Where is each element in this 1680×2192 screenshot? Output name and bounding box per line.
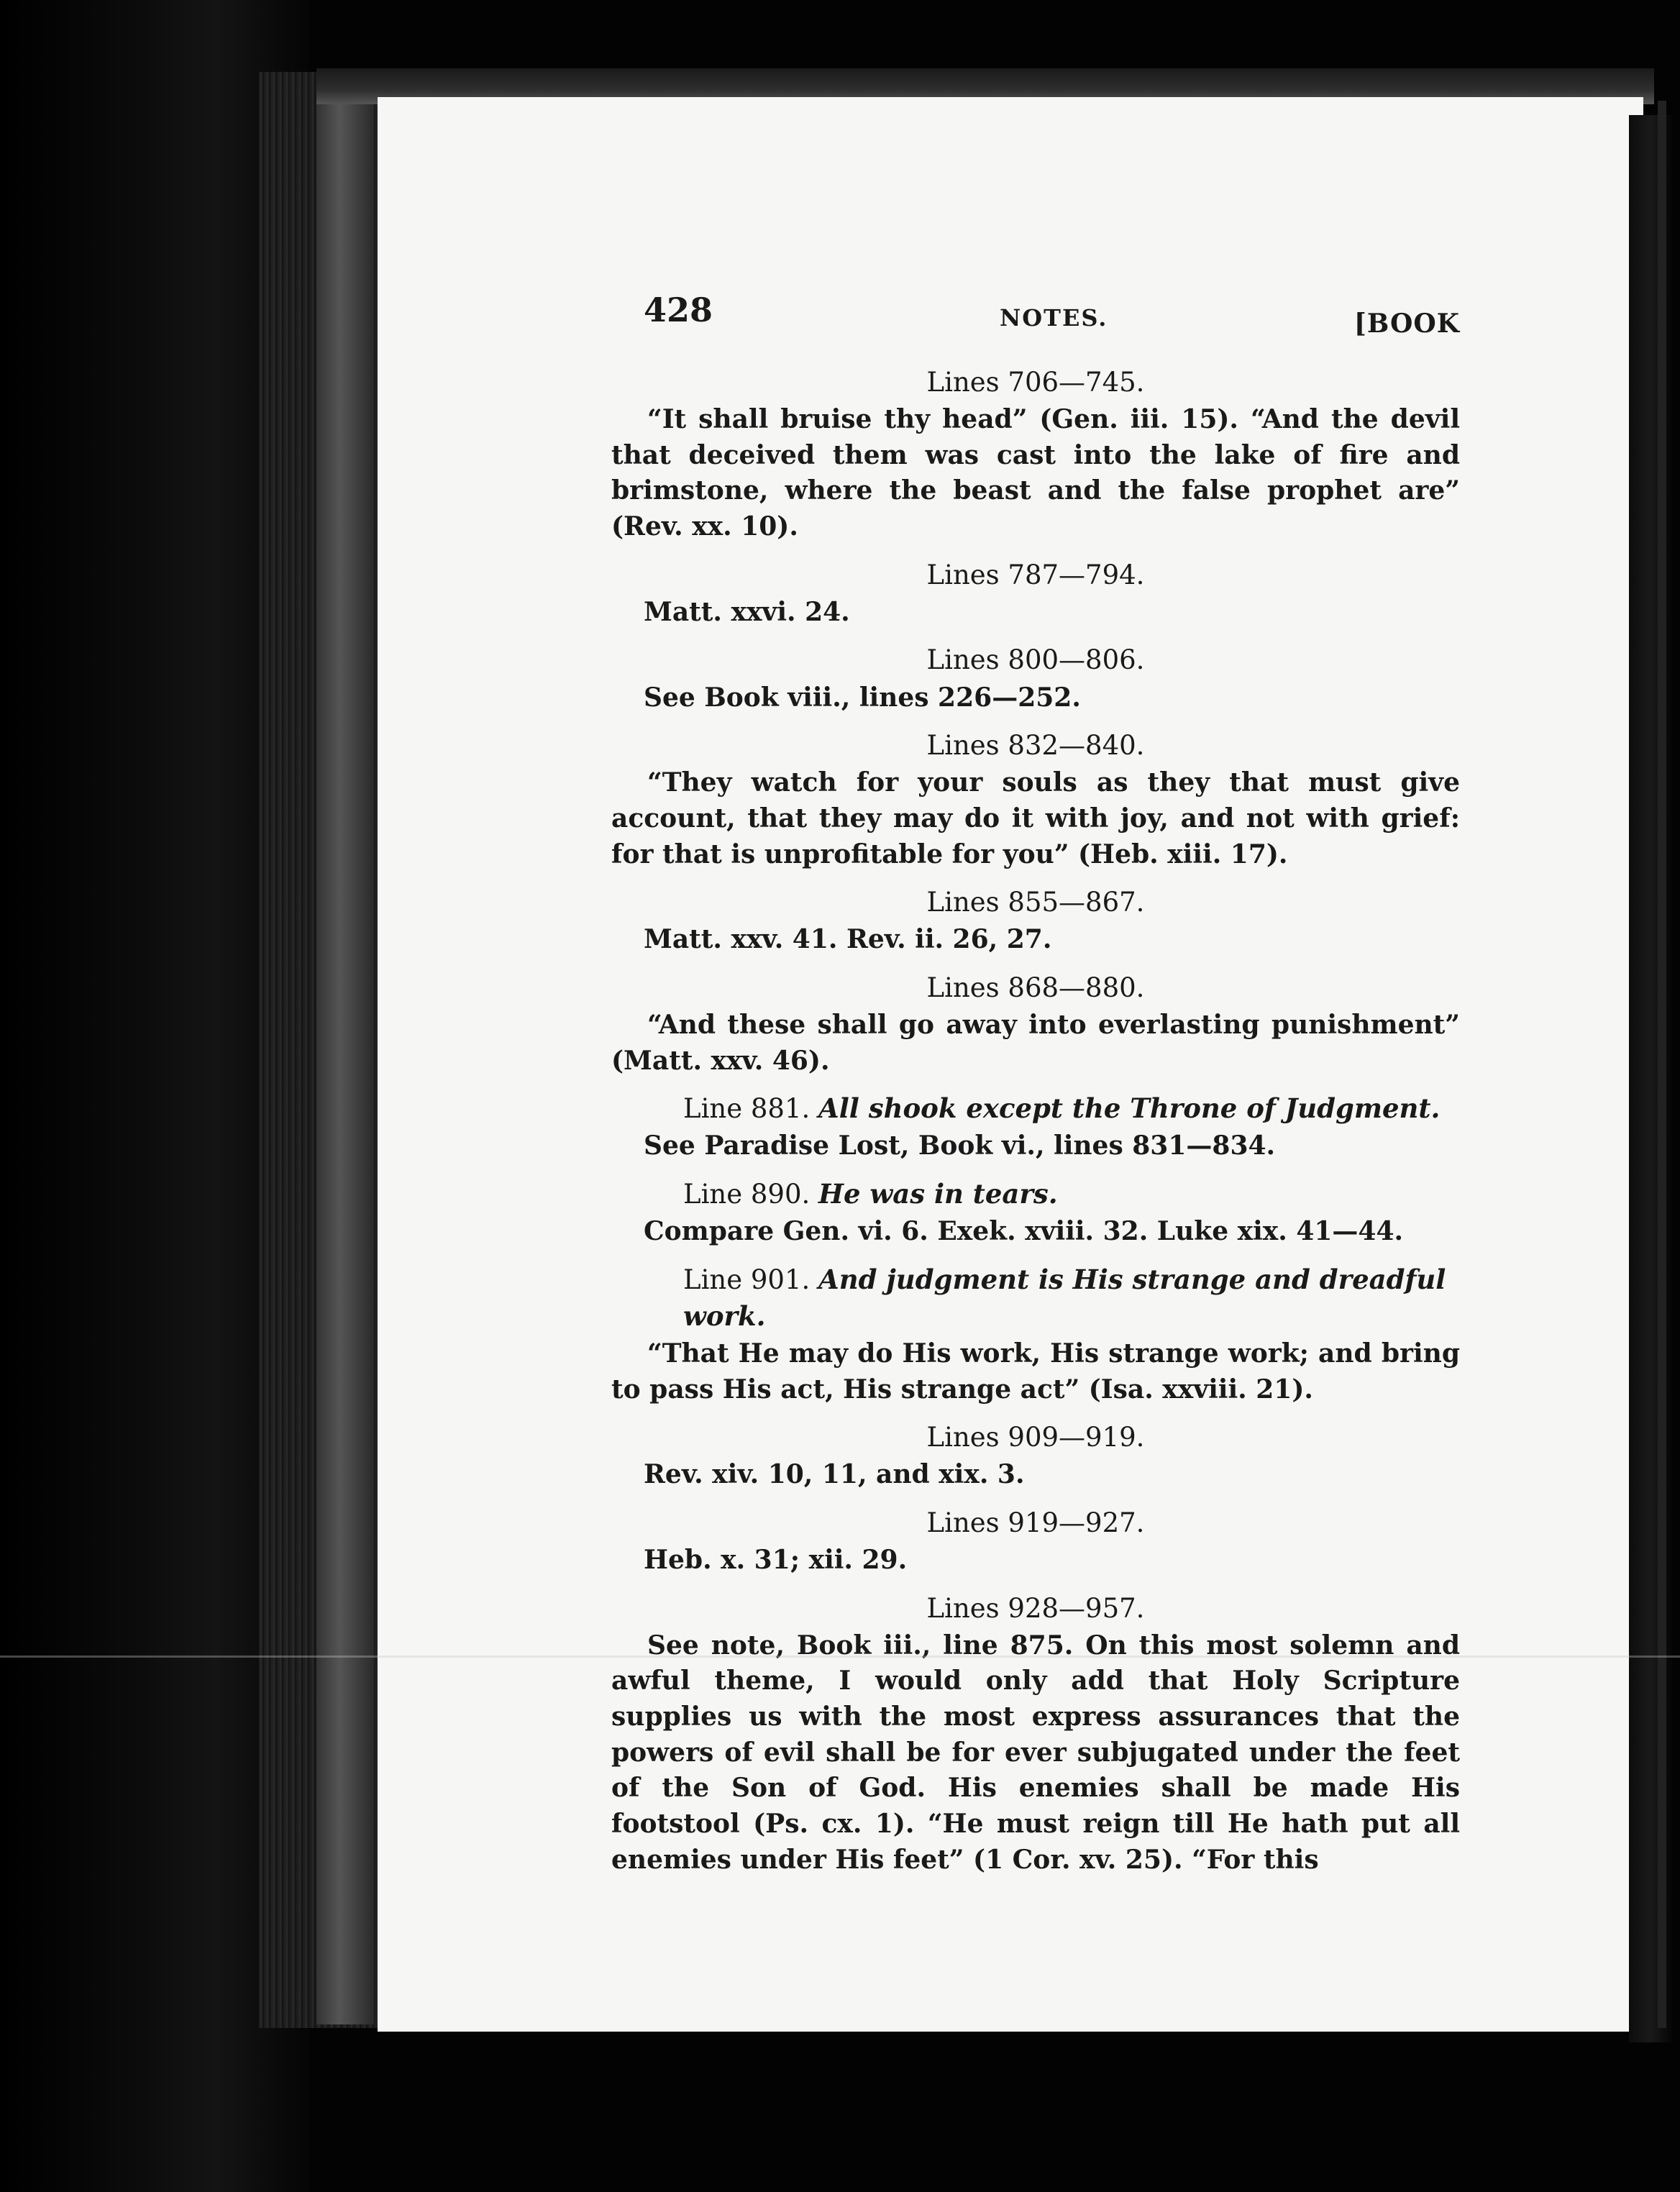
facing-page-border xyxy=(1658,101,1666,2028)
note-heading: Lines 787—794. xyxy=(926,559,1145,590)
note-heading: Lines 919—927. xyxy=(926,1507,1145,1538)
book-tag: [BOOK xyxy=(1353,309,1460,339)
note-heading: Lines 800—806. xyxy=(926,644,1145,676)
note-heading-quote: And judgment is His strange and dreadful work. xyxy=(683,1263,1446,1332)
note-heading-label: Line 890. xyxy=(683,1179,811,1210)
note-text: Matt. xxv. 41. Rev. ii. 26, 27. xyxy=(644,924,1052,955)
note-heading: Lines 868—880. xyxy=(926,972,1145,1003)
note-text: Compare Gen. vi. 6. Exek. xviii. 32. Luke xix. 41—44. xyxy=(644,1216,1404,1247)
page-text xyxy=(611,288,1460,1878)
note-heading: Lines 855—867. xyxy=(926,887,1145,918)
note-text: Rev. xiv. 10, 11, and xix. 3. xyxy=(644,1459,1025,1490)
note-heading: Lines 928—957. xyxy=(926,1592,1145,1624)
note-text: See Book viii., lines 226—252. xyxy=(644,682,1081,713)
note-heading xyxy=(611,1090,1460,1127)
scan-artifact-line xyxy=(0,1656,1680,1658)
running-head: NOTES. xyxy=(1000,304,1108,332)
note-heading-quote: All shook except the Throne of Judgment. xyxy=(818,1092,1441,1125)
note-text: Matt. xxvi. 24. xyxy=(644,596,850,627)
note-text: “And these shall go away into everlasting punishment” (Matt. xxv. 46). xyxy=(611,1010,1460,1076)
note-text: Heb. x. 31; xii. 29. xyxy=(644,1544,908,1575)
page-number: 428 xyxy=(644,291,713,329)
page-header xyxy=(611,288,1460,352)
note-heading-label: Line 881. xyxy=(683,1093,811,1125)
note-heading: Lines 832—840. xyxy=(926,730,1145,762)
note-heading-quote: He was in tears. xyxy=(818,1178,1058,1210)
note-text: “They watch for your souls as they that must give account, that they may do it with joy, and not with grief: for that is unprofitable for you” (Heb. xiii. 17). xyxy=(611,767,1460,869)
page-gutter xyxy=(316,83,374,2024)
note-heading-label: Line 901. xyxy=(683,1264,811,1295)
note-heading: Lines 909—919. xyxy=(926,1422,1145,1453)
note-heading: Lines 706—745. xyxy=(926,367,1145,398)
note-text: “It shall bruise thy head” (Gen. iii. 15). “And the devil that deceived them was cast into the lake of fire and brimstone, where the beast and the false prophet are” (Rev. xx. 10). xyxy=(611,404,1460,542)
note-text: See Paradise Lost, Book vi., lines 831—834. xyxy=(644,1131,1276,1161)
note-text: “That He may do His work, His strange work; and bring to pass His act, His strange act” (Isa. xxviii. 21). xyxy=(611,1338,1460,1405)
note-text: See note, Book iii., line 875. On this most solemn and awful theme, I would only add that Holy Scripture supplies us with the most express assurances that the powers of evil shall be for ever subjugated under the feet of the Son of God. His enemies shall be made His footstool (Ps. cx. 1). “He must reign till He hath put all enemies under His feet” (1 Cor. xv. 25). “For this xyxy=(611,1630,1460,1875)
note-heading xyxy=(611,1176,1460,1213)
note-heading xyxy=(611,1261,1460,1335)
